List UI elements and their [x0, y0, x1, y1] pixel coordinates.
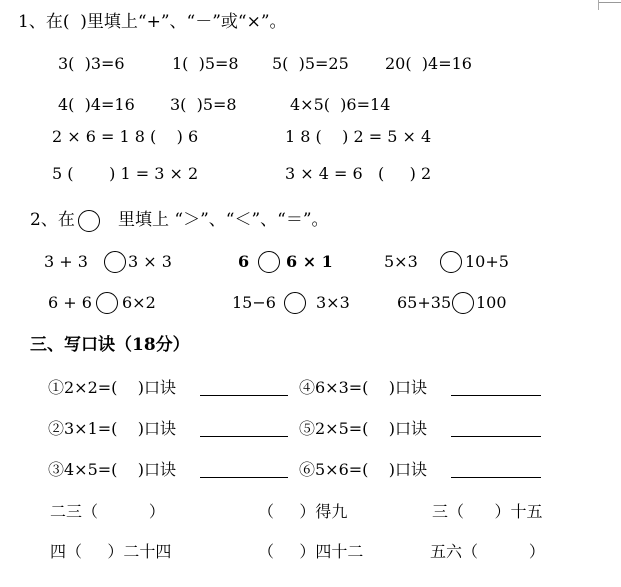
s3-item-4-blank[interactable] — [451, 395, 541, 396]
compare-circle-icon — [78, 210, 100, 232]
s2-r2-c-circle[interactable] — [452, 292, 474, 314]
section3-title: 三、写口诀（18分） — [30, 335, 190, 355]
section2-title-suffix: 里填上 “＞”、“＜”、“＝”。 — [118, 210, 329, 230]
s3-fill-r1-2: （ ）得九 — [258, 502, 348, 521]
s2-r2-b-circle[interactable] — [284, 292, 306, 314]
s3-item-1: ①2×2=( )口诀 — [48, 378, 177, 397]
s2-r1-b-left: 6 — [238, 252, 250, 271]
s2-r2-a-right: 6×2 — [122, 293, 156, 312]
s1-r3-q2: 1 8 ( ) 2 = 5 × 4 — [285, 127, 432, 146]
s3-fill-r1-1: 二三（ ） — [50, 502, 165, 521]
s2-r2-c-left: 65+35 — [397, 293, 452, 312]
s3-fill-r2-3: 五六（ ） — [430, 542, 545, 561]
s2-r1-c-left: 5×3 — [384, 252, 418, 271]
s3-fill-r1-3: 三（ ）十五 — [432, 502, 543, 521]
s3-item-4: ④6×3=( )口诀 — [299, 378, 428, 397]
s1-r1-q3: 5( )5=25 — [272, 54, 349, 73]
s3-item-5-blank[interactable] — [451, 436, 541, 437]
s1-r2-q3: 4×5( )6=14 — [290, 95, 391, 114]
s3-item-1-blank[interactable] — [200, 395, 288, 396]
s1-r4-q2: 3 × 4 = 6 ( ) 2 — [285, 164, 432, 183]
s2-r2-a-left: 6 + 6 — [48, 293, 92, 312]
s2-r2-c-right: 100 — [476, 293, 507, 312]
section2-title-prefix: 2、在 — [30, 210, 75, 230]
section1-title: 1、在( )里填上“+”、“－”或“×”。 — [18, 12, 287, 32]
s2-r1-b-circle[interactable] — [258, 251, 280, 273]
s3-item-3-blank[interactable] — [200, 477, 288, 478]
s3-item-3: ③4×5=( )口诀 — [48, 460, 177, 479]
s3-item-5: ⑤2×5=( )口诀 — [299, 419, 428, 438]
s2-r1-a-circle[interactable] — [104, 251, 126, 273]
s1-r2-q1: 4( )4=16 — [58, 95, 135, 114]
page-corner-line — [599, 2, 621, 3]
s2-r1-b-right: 6 × 1 — [286, 252, 333, 271]
s1-r4-q1: 5 ( ) 1 = 3 × 2 — [52, 164, 199, 183]
s3-item-2: ②3×1=( )口诀 — [48, 419, 177, 438]
s1-r1-q4: 20( )4=16 — [385, 54, 472, 73]
s2-r1-a-right: 3 × 3 — [128, 252, 172, 271]
s2-r1-c-circle[interactable] — [440, 251, 462, 273]
s2-r1-c-right: 10+5 — [465, 252, 509, 271]
s2-r2-b-left: 15−6 — [232, 293, 276, 312]
s3-item-6-blank[interactable] — [451, 477, 541, 478]
s3-fill-r2-1: 四（ ）二十四 — [50, 542, 172, 561]
s1-r3-q1: 2 × 6 = 1 8 ( ) 6 — [52, 127, 199, 146]
s3-item-2-blank[interactable] — [200, 436, 288, 437]
s2-r2-a-circle[interactable] — [96, 292, 118, 314]
s2-r1-a-left: 3 + 3 — [44, 252, 88, 271]
s1-r1-q2: 1( )5=8 — [172, 54, 239, 73]
s1-r2-q2: 3( )5=8 — [170, 95, 237, 114]
s3-fill-r2-2: （ ）四十二 — [258, 542, 364, 561]
s2-r2-b-right: 3×3 — [316, 293, 350, 312]
s3-item-6: ⑥5×6=( )口诀 — [299, 460, 428, 479]
s1-r1-q1: 3( )3=6 — [58, 54, 125, 73]
